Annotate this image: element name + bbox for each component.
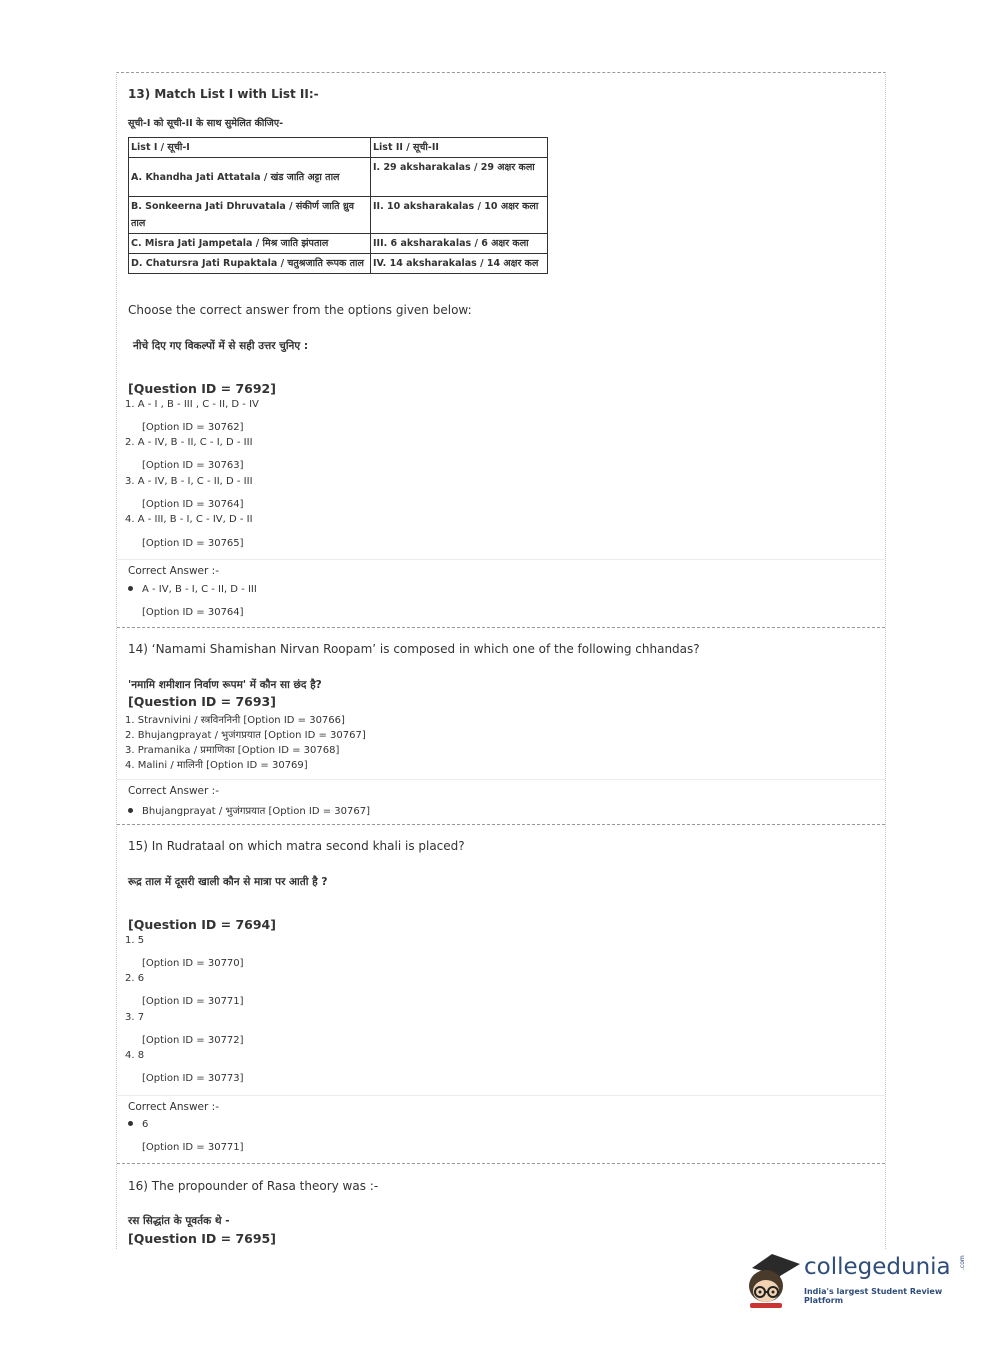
q15-hindi-prompt: रूद्र ताल में दूसरी खाली कौन से मात्रा पर आती है ? (128, 876, 328, 888)
q13-instruction: Choose the correct answer from the options given below: (128, 303, 472, 317)
answer-text: Bhujangprayat / भुजंगप्रयात [Option ID = 30767] (142, 806, 370, 817)
q14-hindi-prompt: 'नमामि शमीशान निर्वाण रूपम' में कौन सा छंद है? (128, 679, 322, 691)
question-paper-page (116, 72, 886, 1249)
logo-name: collegedunia (804, 1254, 951, 1280)
table-header-row (129, 138, 548, 158)
q15-option-1-id: [Option ID = 30770] (142, 958, 244, 969)
q13-option-1-id: [Option ID = 30762] (142, 422, 244, 433)
q14-question-id: [Question ID = 7693] (128, 694, 276, 709)
q15-title: 15) In Rudrataal on which matra second khali is placed? (128, 839, 465, 853)
match-table (128, 137, 548, 274)
q16-hindi-prompt: रस सिद्धांत के पूवर्तक थे - (128, 1215, 230, 1227)
q15-option-4-id: [Option ID = 30773] (142, 1073, 244, 1084)
table-cell: List I / सूची-I (129, 138, 371, 158)
question-separator (117, 824, 885, 825)
table-cell: D. Chatursra Jati Rupaktala / चतुश्रजाति रूपक ताल (129, 254, 371, 274)
answer-text: 6 (142, 1119, 149, 1130)
q14-answer-label: Correct Answer :- (128, 785, 219, 797)
table-row (129, 234, 548, 254)
q15-answer-id: [Option ID = 30771] (142, 1142, 244, 1153)
q14-correct-answer (128, 803, 370, 817)
table-cell: List II / सूची-II (371, 138, 548, 158)
q15-option-4[interactable]: 4. 8 (125, 1050, 145, 1061)
question-separator (117, 627, 885, 628)
q13-option-2[interactable]: 2. A - IV, B - II, C - I, D - III (125, 437, 253, 448)
q15-correct-answer (128, 1119, 148, 1130)
q15-option-2-id: [Option ID = 30771] (142, 996, 244, 1007)
q13-answer-label: Correct Answer :- (128, 565, 219, 577)
table-row (129, 254, 548, 274)
q13-option-2-id: [Option ID = 30763] (142, 460, 244, 471)
q13-answer-id: [Option ID = 30764] (142, 607, 244, 618)
table-cell: III. 6 aksharakalas / 6 अक्षर कला (371, 234, 548, 254)
q13-option-1[interactable]: 1. A - I , B - III , C - II, D - IV (125, 399, 259, 410)
bullet-icon (128, 586, 133, 591)
q16-question-id: [Question ID = 7695] (128, 1231, 276, 1246)
table-cell: C. Misra Jati Jampetala / मिश्र जाति झंपताल (129, 234, 371, 254)
q13-correct-answer (128, 584, 257, 595)
table-cell: B. Sonkeerna Jati Dhruvatala / संकीर्ण जाति ध्रुव ताल (129, 197, 371, 234)
q13-hindi-prompt: सूची-I को सूची-II के साथ सुमेलित कीजिए- (128, 118, 284, 129)
q14-option-2[interactable]: 2. Bhujangprayat / भुजंगप्रयात [Option ID = 30767] (125, 730, 366, 741)
table-row (129, 158, 548, 197)
q14-title: 14) ‘Namami Shamishan Nirvan Roopam’ is composed in which one of the following chhandas? (128, 642, 700, 656)
divider (117, 779, 885, 780)
q15-option-1[interactable]: 1. 5 (125, 935, 145, 946)
logo-suffix: .com (959, 1255, 966, 1270)
table-cell: I. 29 aksharakalas / 29 अक्षर कला (371, 158, 548, 197)
bullet-icon (128, 808, 133, 813)
q13-instruction-hindi: नीचे दिए गए विकल्पों में से सही उत्तर चुनिए : (133, 340, 309, 352)
divider (117, 1095, 885, 1096)
mascot-icon (742, 1250, 802, 1310)
q16-title: 16) The propounder of Rasa theory was :- (128, 1179, 379, 1193)
table-cell: A. Khandha Jati Attatala / खंड जाति अट्टा ताल (129, 158, 371, 197)
logo-tagline: India's largest Student Review Platform (804, 1287, 943, 1305)
q13-title: 13) Match List I with List II:- (128, 87, 319, 101)
question-separator (117, 1163, 885, 1164)
table-cell: IV. 14 aksharakalas / 14 अक्षर कल (371, 254, 548, 274)
bullet-icon (128, 1121, 133, 1126)
q13-option-4-id: [Option ID = 30765] (142, 538, 244, 549)
q13-option-3-id: [Option ID = 30764] (142, 499, 244, 510)
table-row (129, 197, 548, 234)
q13-option-3[interactable]: 3. A - IV, B - I, C - II, D - III (125, 476, 253, 487)
q13-question-id: [Question ID = 7692] (128, 381, 276, 396)
q15-option-3[interactable]: 3. 7 (125, 1012, 145, 1023)
collegedunia-logo[interactable] (742, 1250, 972, 1315)
q15-answer-label: Correct Answer :- (128, 1101, 219, 1113)
q15-option-3-id: [Option ID = 30772] (142, 1035, 244, 1046)
q15-option-2[interactable]: 2. 6 (125, 973, 145, 984)
q14-option-1[interactable]: 1. Stravnivini / स्त्रविननिनी [Option ID = 30766] (125, 715, 345, 726)
q15-question-id: [Question ID = 7694] (128, 917, 276, 932)
table-cell: II. 10 aksharakalas / 10 अक्षर कला (371, 197, 548, 234)
q13-option-4[interactable]: 4. A - III, B - I, C - IV, D - II (125, 514, 253, 525)
divider (117, 559, 885, 560)
answer-text: A - IV, B - I, C - II, D - III (142, 584, 257, 595)
q14-option-3[interactable]: 3. Pramanika / प्रमाणिका [Option ID = 30768] (125, 745, 340, 756)
q14-option-4[interactable]: 4. Malini / मालिनी [Option ID = 30769] (125, 760, 308, 771)
